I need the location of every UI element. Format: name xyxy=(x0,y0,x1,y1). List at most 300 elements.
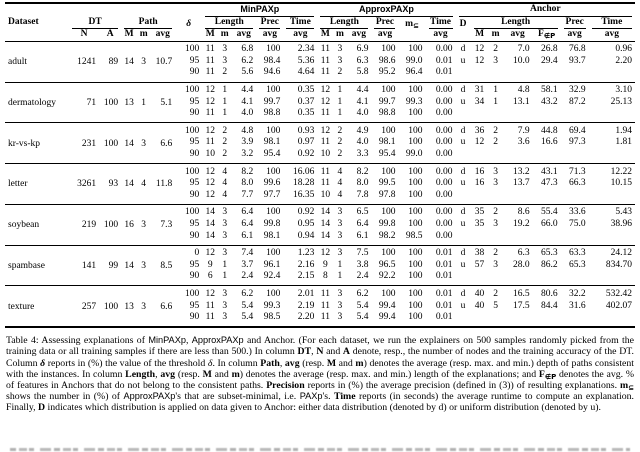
cell-approxpaxp-length-min: 4 xyxy=(333,164,346,179)
group-minpaxp: MinPAXp xyxy=(202,3,317,17)
col-distribution: D xyxy=(459,18,467,29)
cell-anchor-time: 2.20 xyxy=(615,55,632,66)
cell-anchor-length-min: 2 xyxy=(489,245,503,260)
cell-minpaxp-time: 2.16 xyxy=(297,259,315,270)
cell-minpaxp-prec: 92.4 xyxy=(263,271,281,282)
cell-anchor-length-min: 2 xyxy=(489,123,503,138)
cell-minpaxp-time: 4.64 xyxy=(297,67,315,78)
cell-minpaxp-length-max: 12 xyxy=(202,82,218,97)
cell-minpaxp-time: 0.35 xyxy=(297,108,315,119)
col-path: Path xyxy=(121,17,175,30)
header-group-row xyxy=(5,3,635,17)
cell-anchor-length-max xyxy=(471,67,489,82)
cell-anchor-length-min: 2 xyxy=(493,137,498,148)
cell-minpaxp-length-avg: 6.1 xyxy=(241,230,254,241)
cell-approxpaxp-subset-minimal: 99.0 xyxy=(405,149,423,160)
cell-minpaxp-length-avg: 6.4 xyxy=(231,204,256,219)
cell-anchor-f-notin-path: 55.4 xyxy=(533,204,561,219)
cell-approxpaxp-length-min: 1 xyxy=(337,259,343,270)
cell-dataset-name: soybean xyxy=(5,204,69,245)
cell-minpaxp-length-max: 14 xyxy=(202,204,218,219)
cell-anchor-f-notin-path: 58.1 xyxy=(533,82,561,97)
cell-dt-accuracy: 100 xyxy=(99,82,121,123)
cell-approxpaxp-length-avg: 6.3 xyxy=(356,55,369,66)
cell-anchor-length-min xyxy=(489,108,503,123)
cell-path-min: 1 xyxy=(137,82,150,123)
cell-anchor-length-avg: 7.0 xyxy=(517,44,530,55)
cell-anchor-distribution: u xyxy=(460,300,466,311)
cell-anchor-time: 532.42 xyxy=(589,286,635,301)
table-row xyxy=(5,41,635,56)
cell-delta: 100 xyxy=(175,123,202,138)
cell-approxpaxp-length-min: 3 xyxy=(337,300,343,311)
caption-run: and Anchor. (For each dataset, we run the explainers on 500 samples randomly picked from the training data or all training samples if there are less than 500.) In column xyxy=(6,335,635,358)
cell-anchor-time xyxy=(589,312,635,327)
cell-anchor-f-notin-path: 80.6 xyxy=(533,286,561,301)
cell-approxpaxp-subset-minimal: 100 xyxy=(408,178,423,189)
cell-anchor-length-min: 1 xyxy=(493,96,498,107)
cell-approxpaxp-length-max: 12 xyxy=(317,82,333,97)
cell-minpaxp-prec: 95.4 xyxy=(263,149,281,160)
caption-run: M xyxy=(202,368,212,380)
cell-anchor-length-max: 35 xyxy=(474,219,485,229)
cell-anchor-prec: 93.7 xyxy=(569,55,586,66)
cell-delta: 90 xyxy=(189,149,200,160)
cell-dataset-name: adult xyxy=(8,57,27,68)
cell-dt-accuracy: 89 xyxy=(108,57,119,68)
cell-minpaxp-length-min: 4 xyxy=(222,189,228,200)
col-mp-time-avg: avg xyxy=(293,29,308,40)
cell-minpaxp-length-max: 11 xyxy=(205,137,215,148)
caption-run: PAXp xyxy=(299,391,323,402)
cell-approxpaxp-length-max: 12 xyxy=(317,245,333,260)
cell-dt-accuracy: 93 xyxy=(99,164,121,205)
cell-anchor-prec: 31.6 xyxy=(569,300,586,311)
cell-anchor-length-max: 16 xyxy=(474,178,485,189)
cell-anchor-length-max xyxy=(471,271,489,286)
cell-approxpaxp-prec: 99.5 xyxy=(378,178,396,189)
cell-approxpaxp-length-avg: 4.4 xyxy=(346,82,371,97)
table-header xyxy=(5,3,635,41)
caption-run: Length xyxy=(125,368,156,380)
cell-minpaxp-length-avg: 6.8 xyxy=(241,44,254,55)
cell-minpaxp-prec: 99.7 xyxy=(263,96,281,107)
cell-approxpaxp-length-avg: 8.2 xyxy=(346,164,371,179)
cell-minpaxp-length-avg: 3.2 xyxy=(241,149,254,160)
cell-anchor-distribution: d xyxy=(460,44,466,55)
header-leaf-row xyxy=(5,29,635,41)
cell-anchor-prec: 87.2 xyxy=(569,96,586,107)
cell-anchor-length-min: 3 xyxy=(493,219,498,229)
results-table xyxy=(5,2,635,328)
cell-anchor-f-notin-path xyxy=(533,190,561,205)
cell-minpaxp-length-min: 2 xyxy=(218,123,231,138)
cell-dt-nodes: 219 xyxy=(69,204,99,245)
cell-anchor-length-min: 2 xyxy=(489,204,503,219)
cell-minpaxp-time: 0.37 xyxy=(297,96,315,107)
col-anchor-prec: Prec xyxy=(561,17,589,30)
cell-approxpaxp-prec: 100 xyxy=(371,286,398,301)
cell-anchor-length-avg: 19.2 xyxy=(512,219,530,229)
cell-anchor-length-avg: 13.7 xyxy=(512,178,530,189)
cell-anchor-distribution xyxy=(456,271,471,286)
cell-approxpaxp-subset-minimal: 100 xyxy=(408,312,423,323)
col-approxpaxp-prec: Prec xyxy=(371,17,398,30)
caption-run: avg xyxy=(160,368,176,380)
caption-run: denote, resp., the number of nodes and the training accuracy of the DT. Column xyxy=(6,346,635,369)
cell-approxpaxp-time: 0.00 xyxy=(435,230,453,241)
cell-anchor-length-max: 12 xyxy=(474,44,485,55)
cell-minpaxp-time: 0.92 xyxy=(297,149,315,160)
cell-anchor-f-notin-path: 26.8 xyxy=(541,44,558,55)
cell-delta: 90 xyxy=(189,67,200,78)
header-spacer xyxy=(69,3,202,17)
cell-approxpaxp-length-avg: 6.2 xyxy=(346,286,371,301)
cell-approxpaxp-length-max: 12 xyxy=(320,96,331,107)
cell-approxpaxp-subset-minimal: 100 xyxy=(398,82,425,97)
cell-minpaxp-length-max: 11 xyxy=(205,300,215,311)
cell-minpaxp-prec: 97.7 xyxy=(263,189,281,200)
cell-approxpaxp-time: 0.01 xyxy=(435,300,453,311)
caption-run: (resp. xyxy=(299,357,327,369)
cell-minpaxp-length-max: 11 xyxy=(205,55,215,66)
cell-anchor-distribution: u xyxy=(460,178,466,189)
cell-anchor-f-notin-path xyxy=(533,108,561,123)
cell-anchor-time: 1.81 xyxy=(615,137,632,148)
cell-approxpaxp-subset-minimal: 100 xyxy=(408,271,423,282)
caption-run: , xyxy=(311,346,317,358)
cell-anchor-f-notin-path xyxy=(533,67,561,82)
cell-minpaxp-length-max: 11 xyxy=(205,108,215,119)
cell-minpaxp-prec: 100 xyxy=(256,204,283,219)
cell-minpaxp-prec: 99.8 xyxy=(263,219,281,229)
cell-minpaxp-length-max: 11 xyxy=(205,44,215,55)
cell-anchor-time xyxy=(589,108,635,123)
cell-approxpaxp-length-avg: 5.4 xyxy=(356,312,369,323)
cell-delta: 95 xyxy=(189,219,200,229)
cell-minpaxp-length-max: 12 xyxy=(202,164,218,179)
cell-minpaxp-length-min: 4 xyxy=(218,164,231,179)
caption-run: . In column xyxy=(212,357,261,369)
cell-anchor-length-avg xyxy=(503,312,533,327)
cell-path-min: 3 xyxy=(137,286,150,327)
cell-approxpaxp-length-max: 11 xyxy=(320,312,330,323)
cell-anchor-length-avg xyxy=(503,271,533,286)
cell-approxpaxp-length-max: 11 xyxy=(320,300,330,311)
cell-path-avg: 6.6 xyxy=(150,286,175,327)
cell-approxpaxp-length-avg: 4.9 xyxy=(346,123,371,138)
cell-anchor-prec: 32.9 xyxy=(561,82,589,97)
cell-dt-nodes: 257 xyxy=(69,286,99,327)
cell-minpaxp-length-min: 1 xyxy=(222,96,228,107)
caption-run: denotes the avg. % of features in Anchors that do not belong to the consistent paths. xyxy=(6,368,635,392)
cell-anchor-length-avg: 6.3 xyxy=(503,245,533,260)
caption-run: F xyxy=(538,368,545,380)
col-an-prec-avg: avg xyxy=(567,29,582,40)
cell-approxpaxp-prec: 100 xyxy=(381,44,396,55)
cell-delta: 90 xyxy=(189,189,200,200)
col-path-avg: avg xyxy=(155,29,170,40)
cell-minpaxp-length-min: 3 xyxy=(222,230,228,241)
cell-approxpaxp-time: 0.00 xyxy=(426,123,456,138)
cell-anchor-time xyxy=(589,67,635,82)
cell-approxpaxp-prec: 97.8 xyxy=(378,189,396,200)
caption-run: ) denotes the average (resp. max. and min.) length of the explanations; and xyxy=(239,368,539,380)
cell-approxpaxp-subset-minimal: 99.3 xyxy=(405,96,423,107)
cell-approxpaxp-subset-minimal: 100 xyxy=(408,259,423,270)
caption-run: MinPAXp xyxy=(148,335,186,346)
cell-minpaxp-length-max: 12 xyxy=(205,189,215,200)
cell-approxpaxp-time: 0.00 xyxy=(435,149,453,160)
caption-run: Table 4: Assessing explanations of xyxy=(6,335,149,347)
cell-anchor-distribution xyxy=(456,190,471,205)
cell-approxpaxp-length-avg: 7.5 xyxy=(346,245,371,260)
cell-minpaxp-length-min: 1 xyxy=(222,271,228,282)
cell-minpaxp-prec: 100 xyxy=(256,245,283,260)
cell-anchor-length-avg xyxy=(503,149,533,164)
col-an-length-avg: avg xyxy=(510,29,525,40)
cell-minpaxp-length-avg: 8.0 xyxy=(241,178,254,189)
cell-approxpaxp-length-min: 2 xyxy=(337,137,343,148)
cell-anchor-length-min xyxy=(489,271,503,286)
cell-minpaxp-length-min: 1 xyxy=(218,82,231,97)
caption-run: N xyxy=(316,346,324,358)
cell-approxpaxp-prec: 98.8 xyxy=(378,108,396,119)
cell-minpaxp-prec: 98.1 xyxy=(263,137,281,148)
col-an-f-notin-path: $F_{\notin P}$ xyxy=(538,29,556,41)
cell-anchor-distribution: u xyxy=(460,137,466,148)
cell-dt-accuracy: 99 xyxy=(99,245,121,286)
cell-approxpaxp-length-max: 10 xyxy=(320,149,331,160)
cell-minpaxp-prec: 100 xyxy=(266,44,281,55)
cell-anchor-distribution xyxy=(456,312,471,327)
cell-minpaxp-length-max: 14 xyxy=(205,219,215,229)
cutoff-text-line xyxy=(10,448,630,451)
cell-approxpaxp-length-min: 3 xyxy=(333,245,346,260)
cell-anchor-f-notin-path: 43.2 xyxy=(541,96,558,107)
cell-approxpaxp-length-max: 8 xyxy=(323,271,328,282)
cell-minpaxp-length-avg: 7.7 xyxy=(241,189,254,200)
cell-approxpaxp-length-min: 3 xyxy=(337,230,343,241)
col-delta: δ xyxy=(186,18,192,29)
cell-minpaxp-length-avg: 4.4 xyxy=(231,82,256,97)
cell-minpaxp-time: 16.06 xyxy=(283,164,317,179)
cell-anchor-length-avg xyxy=(503,67,533,82)
cell-approxpaxp-length-avg: 6.4 xyxy=(356,219,369,229)
cell-anchor-distribution: d xyxy=(456,82,471,97)
cell-anchor-length-max: 40 xyxy=(471,286,489,301)
caption-run: ∉P xyxy=(544,372,557,381)
cell-anchor-distribution: d xyxy=(456,164,471,179)
cell-minpaxp-time: 2.19 xyxy=(297,300,315,311)
caption-run: , xyxy=(279,357,285,369)
cell-anchor-length-max: 16 xyxy=(471,164,489,179)
cell-approxpaxp-length-max: 11 xyxy=(320,44,330,55)
cell-anchor-length-avg: 17.5 xyxy=(512,300,530,311)
cell-minpaxp-length-min: 3 xyxy=(218,286,231,301)
cell-minpaxp-time: 18.28 xyxy=(293,178,315,189)
cell-minpaxp-time: 0.93 xyxy=(283,123,317,138)
cell-anchor-distribution: d xyxy=(456,286,471,301)
cell-path-max: 13 xyxy=(121,82,137,123)
cell-minpaxp-time: 0.35 xyxy=(283,82,317,97)
cell-delta: 95 xyxy=(189,96,200,107)
table-row xyxy=(5,204,635,219)
cell-minpaxp-length-avg: 5.6 xyxy=(241,67,254,78)
cell-approxpaxp-subset-minimal: 99.0 xyxy=(405,55,423,66)
cell-approxpaxp-length-max: 10 xyxy=(320,189,331,200)
cell-minpaxp-time: 0.92 xyxy=(283,204,317,219)
cell-anchor-prec: 66.3 xyxy=(569,178,586,189)
cell-delta: 90 xyxy=(189,312,200,323)
cell-approxpaxp-length-min: 1 xyxy=(333,82,346,97)
col-ap-time-avg: avg xyxy=(433,29,448,40)
cell-anchor-time: 38.96 xyxy=(610,219,632,229)
cell-anchor-distribution: u xyxy=(460,219,466,229)
cell-delta: 100 xyxy=(184,44,200,55)
cell-minpaxp-length-max: 12 xyxy=(202,123,218,138)
cell-delta: 95 xyxy=(189,300,200,311)
cell-minpaxp-prec: 96.1 xyxy=(263,259,281,270)
cell-dt-accuracy: 100 xyxy=(99,286,121,327)
cell-approxpaxp-length-avg: 6.1 xyxy=(356,230,369,241)
col-n: N xyxy=(80,29,88,40)
col-mp-length-max: M xyxy=(205,29,215,40)
cell-anchor-time: 24.12 xyxy=(589,245,635,260)
cell-approxpaxp-subset-minimal: 98.5 xyxy=(405,230,423,241)
col-approxpaxp-length: Length xyxy=(317,17,371,30)
col-minpaxp-prec: Prec xyxy=(256,17,283,30)
cell-anchor-length-max: 57 xyxy=(474,259,485,270)
cell-dt-accuracy: 100 xyxy=(99,204,121,245)
cell-minpaxp-length-min: 2 xyxy=(222,137,228,148)
col-path-min: m xyxy=(139,29,148,40)
caption-run: , xyxy=(155,368,161,380)
cell-delta: 100 xyxy=(175,164,202,179)
cell-minpaxp-length-max: 9 xyxy=(207,259,213,270)
group-approxpaxp: ApproxPAXp xyxy=(317,3,455,17)
cell-approxpaxp-time: 0.00 xyxy=(435,44,453,55)
cell-approxpaxp-time: 0.00 xyxy=(435,108,453,119)
cell-anchor-length-max xyxy=(471,108,489,123)
cell-approxpaxp-length-max: 14 xyxy=(320,219,331,229)
cell-anchor-time xyxy=(589,271,635,286)
cell-approxpaxp-subset-minimal: 96.4 xyxy=(405,67,423,78)
cell-anchor-time xyxy=(589,231,635,246)
col-anchor-length: Length xyxy=(471,17,561,30)
cell-approxpaxp-time: 0.01 xyxy=(435,55,453,66)
caption-run: and xyxy=(336,357,356,369)
caption-run: indicates which distribution is applied on data given to Anchor: either data distribution (denoted by d) or uniform distribution (denoted by u). xyxy=(45,402,601,414)
cell-approxpaxp-prec: 95.4 xyxy=(378,149,396,160)
cell-anchor-length-min xyxy=(489,67,503,82)
cell-delta: 95 xyxy=(189,137,200,148)
cell-approxpaxp-length-max: 11 xyxy=(320,55,330,66)
cell-path-avg: 8.5 xyxy=(150,245,175,286)
col-approxpaxp-time: Time xyxy=(426,17,456,30)
cell-anchor-prec xyxy=(561,312,589,327)
col-minpaxp-time: Time xyxy=(283,17,317,30)
table-row xyxy=(5,164,635,179)
cell-minpaxp-length-avg: 5.4 xyxy=(241,300,254,311)
cell-anchor-prec: 75.0 xyxy=(569,219,586,229)
cell-approxpaxp-length-avg: 6.9 xyxy=(356,44,369,55)
cell-approxpaxp-length-max: 12 xyxy=(317,123,333,138)
cell-approxpaxp-prec: 98.2 xyxy=(378,230,396,241)
cell-anchor-prec xyxy=(561,149,589,164)
cell-approxpaxp-length-min: 4 xyxy=(337,189,343,200)
col-ap-length-min: m xyxy=(335,29,344,40)
col-path-max: M xyxy=(124,29,134,40)
cell-anchor-time: 25.13 xyxy=(610,96,632,107)
caption-run: DT xyxy=(297,346,312,358)
caption-run: 's that are subset-minimal, i.e. xyxy=(175,391,300,403)
cell-approxpaxp-length-avg: 4.0 xyxy=(356,108,369,119)
cell-approxpaxp-length-min: 2 xyxy=(337,67,343,78)
cell-minpaxp-prec: 98.1 xyxy=(263,230,281,241)
cell-anchor-f-notin-path: 84.4 xyxy=(541,300,558,311)
cell-anchor-time xyxy=(589,190,635,205)
cell-approxpaxp-length-max: 11 xyxy=(320,67,330,78)
cell-anchor-length-avg: 3.6 xyxy=(517,137,530,148)
cell-path-min: 3 xyxy=(141,57,147,68)
cell-minpaxp-length-max: 12 xyxy=(205,178,215,189)
cell-approxpaxp-prec: 95.2 xyxy=(378,67,396,78)
cell-approxpaxp-prec: 100 xyxy=(371,245,398,260)
cell-path-max: 14 xyxy=(124,57,134,68)
caption-run: ApproxPAXp xyxy=(123,391,176,402)
cell-approxpaxp-length-avg: 8.0 xyxy=(356,178,369,189)
cell-anchor-length-avg: 4.8 xyxy=(503,82,533,97)
table-row xyxy=(5,82,635,97)
cell-approxpaxp-length-avg: 4.1 xyxy=(356,96,369,107)
cell-anchor-length-max: 36 xyxy=(471,123,489,138)
cell-minpaxp-length-min: 3 xyxy=(218,204,231,219)
cell-delta: 95 xyxy=(189,178,200,189)
cell-minpaxp-length-avg: 3.7 xyxy=(241,259,254,270)
cell-anchor-length-max: 38 xyxy=(471,245,489,260)
cell-delta: 95 xyxy=(189,259,200,270)
cell-path-max: 14 xyxy=(121,123,137,164)
cell-minpaxp-time: 16.35 xyxy=(293,189,315,200)
cell-approxpaxp-length-min: 2 xyxy=(333,123,346,138)
cell-approxpaxp-time: 0.00 xyxy=(435,96,453,107)
cell-minpaxp-time: 2.34 xyxy=(297,44,315,55)
cell-anchor-length-min xyxy=(489,190,503,205)
cell-anchor-prec xyxy=(561,231,589,246)
cell-approxpaxp-time: 0.01 xyxy=(426,286,456,301)
table-row xyxy=(5,245,635,260)
caption-run: m xyxy=(619,380,629,392)
cell-approxpaxp-length-avg: 5.8 xyxy=(356,67,369,78)
cell-anchor-length-avg: 16.5 xyxy=(503,286,533,301)
caption-run: 's. xyxy=(322,391,334,403)
col-ap-prec-avg: avg xyxy=(377,29,393,40)
cell-minpaxp-length-avg: 5.4 xyxy=(241,312,254,323)
cell-approxpaxp-length-min: 1 xyxy=(337,271,343,282)
cell-path-avg: 6.6 xyxy=(150,123,175,164)
cell-approxpaxp-length-avg: 4.0 xyxy=(356,137,369,148)
cell-minpaxp-length-avg: 8.2 xyxy=(231,164,256,179)
cell-minpaxp-length-max: 6 xyxy=(207,271,213,282)
cell-anchor-f-notin-path: 29.4 xyxy=(541,55,558,66)
cell-approxpaxp-time: 0.01 xyxy=(426,245,456,260)
cell-anchor-prec: 65.3 xyxy=(569,259,586,270)
col-mp-length-min: m xyxy=(220,29,229,40)
cell-minpaxp-length-min: 4 xyxy=(222,178,228,189)
cell-anchor-f-notin-path: 16.6 xyxy=(541,137,558,148)
cell-anchor-f-notin-path: 44.8 xyxy=(533,123,561,138)
